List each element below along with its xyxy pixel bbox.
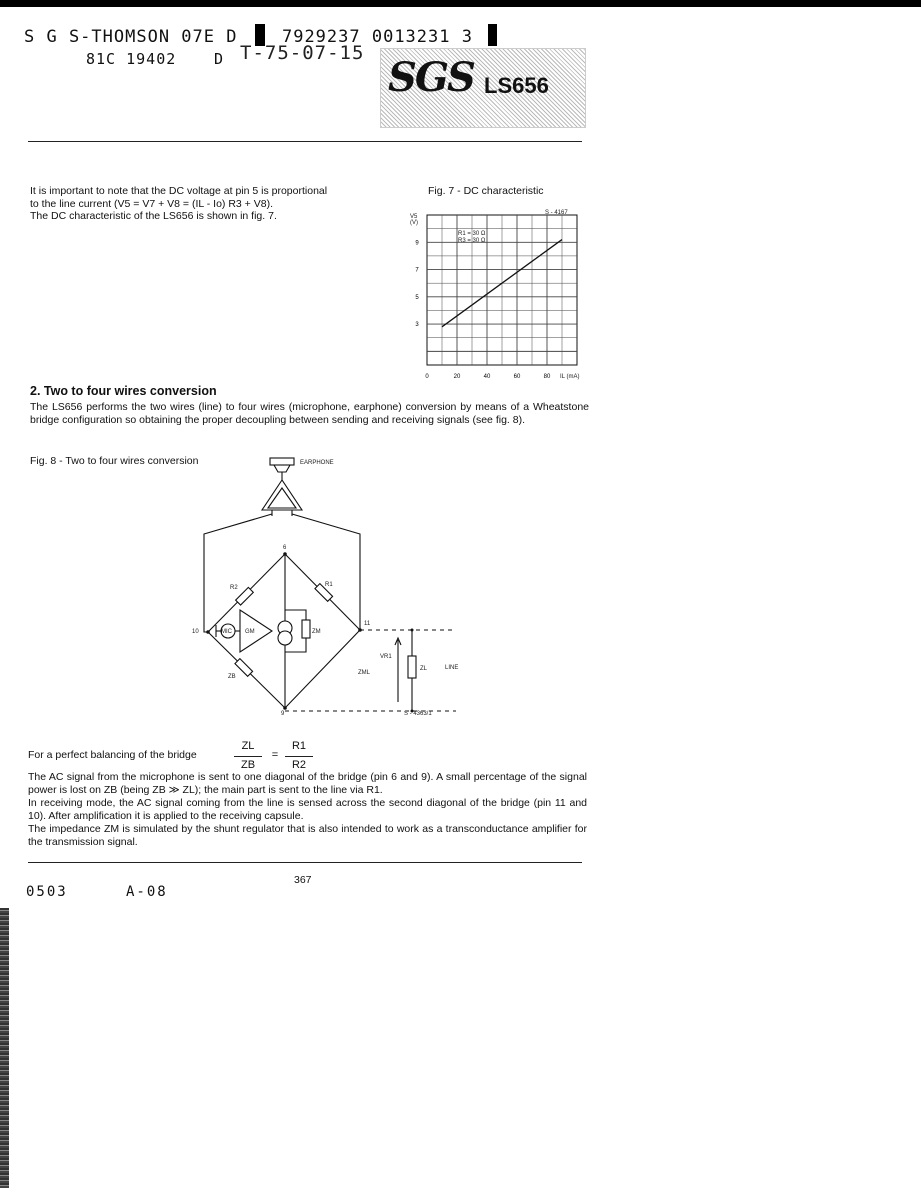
balance-equals: = [271,749,279,761]
zl-label: ZL [420,666,428,672]
zm-label: ZM [312,629,321,635]
fig7-x-label: IL (mA) [560,374,580,380]
fig7-chart [405,205,590,385]
r1-label: R1 [325,582,333,588]
fig7-y-tick-label: 5 [415,294,419,301]
top-edge-bar [0,0,921,7]
r2-resistor [236,587,254,605]
intro-text [30,185,400,223]
fig7-y-tick-label: 7 [415,267,419,274]
header-barcode-number: 7929237 0013231 3 [281,27,473,47]
receive-amp-outer [262,480,302,510]
earphone-cone [274,465,290,472]
brand-logo-mark: SGS [388,54,474,101]
scan-edge-strip [0,908,9,1188]
zml-label: ZML [358,670,370,676]
header-handwritten-code: T-75-07-15 [240,42,365,64]
mic-label: MIC [221,629,232,635]
zl-resistor [408,656,416,678]
balance-den-left: ZB [240,759,256,771]
balance-num-right: R1 [291,740,307,752]
page-number: 367 [294,874,312,886]
fig7-legend-2: R3 = 30 Ω [458,238,486,244]
intro-line-2: to the line current (V5 = V7 + V8 = (IL - Io) R3 + V8). [30,197,273,210]
section-2-title: 2. Two to four wires conversion [30,384,217,398]
intro-line-3: The DC characteristic of the LS656 is shown in fig. 7. [30,210,277,222]
part-number: LS656 [484,73,549,98]
body-paragraph-1: The AC signal from the microphone is sent to one diagonal of the bridge (pin 6 and 9). A small percentage of the signal power is lost on ZB (being ZB ≫ ZL); the main part is sent to the line via R1. [28,771,587,796]
fig8-caption: Fig. 8 - Two to four wires conversion [30,455,199,467]
r2-label: R2 [230,585,238,591]
zb-resistor [235,659,253,677]
pin-11-label: 11 [364,621,371,627]
zm-resistor [302,620,310,638]
balance-label: For a perfect balancing of the bridge [28,749,197,761]
fig7-ticks [415,240,551,380]
fig7-x-tick-label: 60 [513,374,521,380]
fig8-code: S - 4363/1 [404,711,432,717]
fig7-caption: Fig. 7 - DC characteristic [428,185,544,197]
intro-line-1: It is important to note that the DC voltage at pin 5 is proportional [30,185,328,197]
pin-6-label: 6 [283,545,287,551]
fig7-x-tick-label: 80 [543,374,551,380]
vr1-label: VR1 [380,654,392,660]
header-letter: D [214,50,224,68]
fig7-grid [427,215,577,365]
receive-amp-inner [268,488,296,508]
current-source-bottom [278,631,292,645]
footer-left-code: 0503 [26,884,68,900]
pin-9-label: 9 [281,711,285,717]
gm-label: GM [245,629,255,635]
balance-den-right: R2 [291,759,307,771]
section-2-paragraph: The LS656 performs the two wires (line) to four wires (microphone, earphone) conversion by means of a Wheatstone bridge configuration so obtaining the proper decoupling between sending and receiving signals (see fig. 8). [30,401,589,426]
body-paragraph-3: The impedance ZM is simulated by the shunt regulator that is also intended to work as a transconductance amplifier for the transmission signal. [28,823,587,848]
fig7-x-tick-label: 40 [483,374,491,380]
header-black-mark-2 [488,24,497,46]
footer-rule [28,862,582,863]
zb-label: ZB [228,674,236,680]
earphone-label: EARPHONE [300,460,334,466]
earphone-icon [270,458,294,465]
fig7-code: S - 4167 [545,210,568,216]
body-paragraph-2: In receiving mode, the AC signal coming from the line is sensed across the second diagonal of the bridge (pin 11 and 10). After amplification it is applied to the receiving capsule. [28,797,587,822]
fig7-y-label: V5 (V) [410,214,418,226]
footer-right-code: A-08 [126,884,168,900]
header-rule [28,141,582,142]
balance-num-left: ZL [241,740,255,752]
fig7-x-tick-label: 0 [425,374,429,380]
pin-10-label: 10 [192,629,199,635]
fig7-y-tick-label: 3 [415,322,419,329]
fig7-y-tick-label: 9 [415,240,419,247]
fig7-x-tick-label: 20 [453,374,461,380]
header-company: S G S-THOMSON 07E D [24,27,238,47]
balance-bar-left [234,756,262,757]
fig7-legend-1: R1 = 30 Ω [458,231,486,237]
balance-bar-right [285,756,313,757]
header-catalog-code: 81C 19402 [86,50,177,68]
line-label: LINE [445,665,459,671]
